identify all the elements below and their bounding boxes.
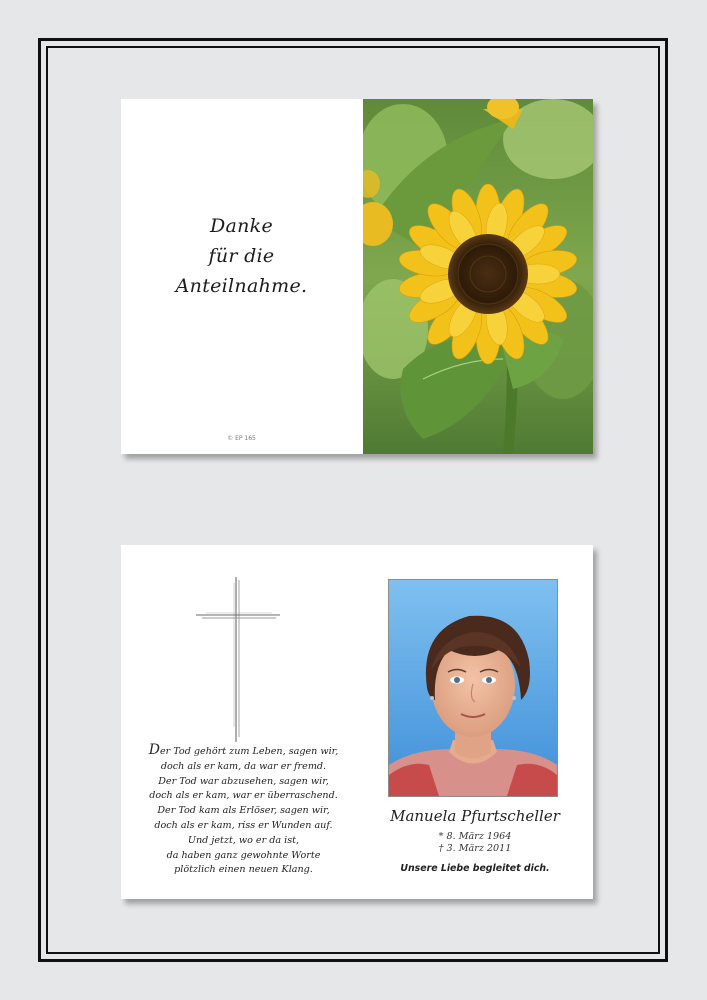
- life-dates: [366, 831, 584, 855]
- memorial-motto: Unsere Liebe begleitet dich.: [400, 863, 550, 874]
- thanks-line: Danke: [209, 215, 274, 237]
- poem-line: doch als er kam, da war er fremd.: [160, 760, 327, 772]
- thanks-line: Anteilnahme.: [175, 275, 308, 297]
- poem: [131, 743, 356, 878]
- deceased-name: Manuela Pfurtscheller: [390, 807, 560, 825]
- back-card: [121, 545, 593, 899]
- product-code: © EP 165: [227, 435, 256, 442]
- poem-line: Der Tod gehört zum Leben, sagen wir,: [148, 742, 339, 758]
- portrait-photo: [388, 579, 558, 797]
- thanks-line: für die: [208, 245, 275, 267]
- sunflower-photo: [363, 99, 593, 454]
- poem-line: plötzlich einen neuen Klang.: [174, 864, 313, 876]
- poem-line: Der Tod war abzusehen, sagen wir,: [158, 775, 329, 787]
- poem-line: doch als er kam, riss er Wunden auf.: [154, 819, 333, 831]
- front-card-text-panel: [121, 99, 362, 454]
- death-date: † 3. März 2011: [438, 843, 512, 854]
- poem-line: da haben ganz gewohnte Worte: [166, 849, 321, 861]
- front-card: [121, 99, 593, 454]
- poem-line: Der Tod kam als Erlöser, sagen wir,: [157, 805, 330, 817]
- birth-date: * 8. März 1964: [438, 831, 512, 842]
- poem-line: doch als er kam, war er überraschend.: [149, 790, 338, 802]
- poem-line: Und jetzt, wo er da ist,: [187, 834, 300, 846]
- thanks-message: [121, 211, 362, 301]
- cross-icon: [196, 577, 280, 742]
